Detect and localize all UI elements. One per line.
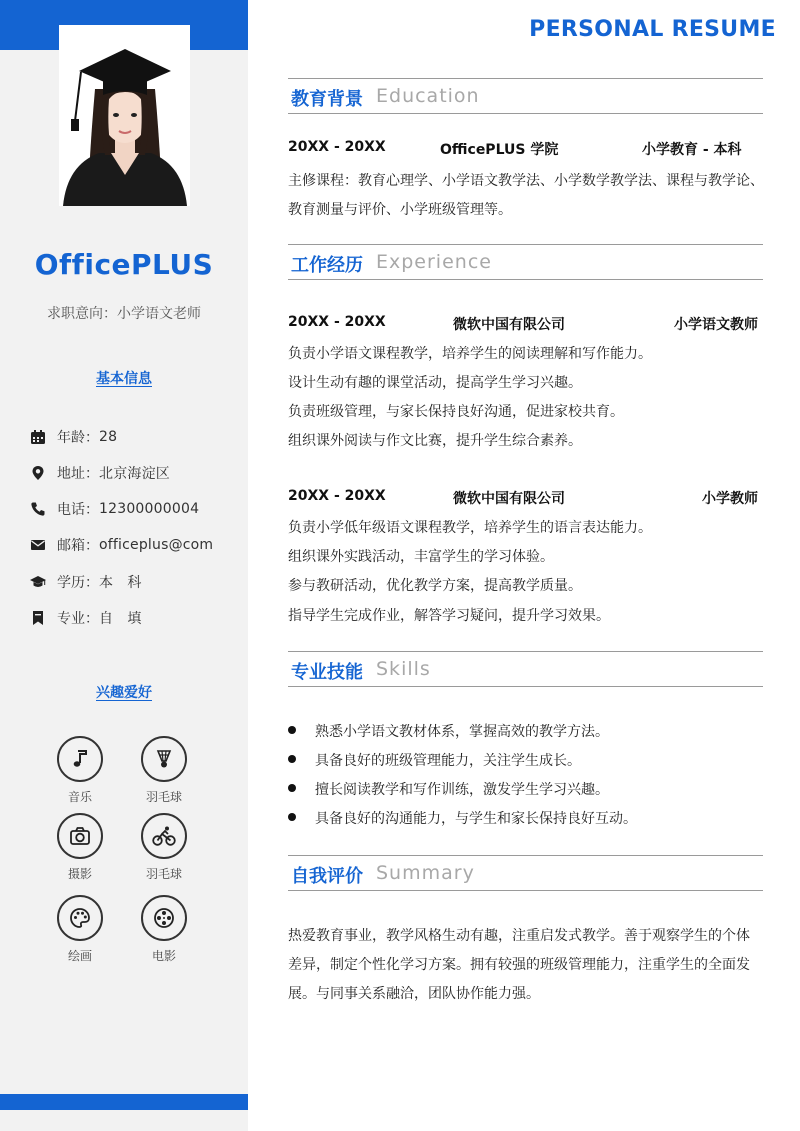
job-period: 20XX - 20XX: [288, 488, 386, 504]
summary-section-header: [288, 855, 763, 891]
job-duty: 设计生动有趣的课堂活动，提高学生学习兴趣。: [288, 375, 582, 391]
badminton-icon: [153, 748, 175, 770]
hobby-label: 电影: [151, 949, 176, 963]
skills-section-header: [288, 651, 763, 687]
bullet-icon: [288, 813, 296, 821]
info-value: 自 填: [99, 611, 142, 627]
info-label: 年龄：: [57, 430, 99, 446]
info-value: 本 科: [99, 575, 142, 591]
experience-section-header: [288, 244, 763, 280]
skill-text: 具备良好的沟通能力，与学生和家长保持良好互动。: [315, 811, 637, 827]
graduation-cap-icon: [30, 574, 46, 590]
info-label: 邮箱：: [57, 538, 99, 554]
camera-icon: [69, 825, 91, 847]
film-reel-icon: [153, 907, 175, 929]
hobby-label: 羽毛球: [145, 790, 182, 804]
job-entry: [288, 488, 758, 510]
job-role: 小学教师: [702, 491, 758, 507]
info-row-address: [30, 462, 240, 484]
profile-photo: [59, 25, 190, 206]
hobby-icon-circle: [57, 736, 103, 782]
education-period: 20XX - 20XX: [288, 139, 386, 155]
hobby-label: 羽毛球: [145, 867, 182, 881]
info-label: 学历：: [57, 575, 99, 591]
job-company: 微软中国有限公司: [453, 317, 565, 333]
hobbies-title: 兴趣爱好: [96, 685, 152, 701]
education-school: OfficePLUS 学院: [440, 142, 559, 158]
skill-text: 具备良好的班级管理能力，关注学生成长。: [315, 753, 581, 769]
job-duty: 指导学生完成作业，解答学习疑问，提升学习效果。: [288, 608, 610, 624]
skill-text: 熟悉小学语文教材体系，掌握高效的教学方法。: [315, 724, 609, 740]
hobby-label: 摄影: [67, 867, 92, 881]
hobby-label: 音乐: [67, 790, 92, 804]
bookmark-icon: [30, 610, 46, 626]
candidate-name: OfficePLUS: [34, 248, 214, 281]
hobby-icon-circle: [141, 736, 187, 782]
section-title-en: Summary: [376, 862, 475, 884]
education-entry: [288, 139, 758, 161]
section-title-cn: 教育背景: [291, 89, 363, 110]
hobby-photography: [45, 813, 115, 882]
job-intent: 求职意向：小学语文老师: [47, 306, 201, 322]
bullet-icon: [288, 726, 296, 734]
summary-line: 差异，制定个性化学习方案。拥有较强的班级管理能力，注重学生的全面发: [288, 957, 750, 973]
hobby-icon-circle: [57, 895, 103, 941]
hobby-icon-circle: [141, 895, 187, 941]
job-duty: 组织课外实践活动，丰富学生的学习体验。: [288, 549, 554, 565]
job-duty: 组织课外阅读与作文比赛，提升学生综合素养。: [288, 433, 582, 449]
music-note-icon: [69, 748, 91, 770]
info-value: officeplus@com: [99, 537, 214, 553]
bullet-icon: [288, 784, 296, 792]
section-title-cn: 自我评价: [291, 866, 363, 887]
info-row-education: [30, 571, 240, 593]
summary-line: 热爱教育事业，教学风格生动有趣，注重启发式教学。善于观察学生的个体: [288, 928, 750, 944]
section-title-en: Skills: [376, 658, 431, 680]
job-entry: [288, 314, 758, 336]
sidebar: [0, 0, 248, 1131]
location-icon: [30, 465, 46, 481]
calendar-icon: [30, 429, 46, 445]
phone-icon: [30, 501, 46, 517]
info-row-email: [30, 534, 240, 556]
job-company: 微软中国有限公司: [453, 491, 565, 507]
hobby-music: [45, 736, 115, 805]
info-row-major: [30, 607, 240, 629]
hobby-label: 绘画: [67, 949, 92, 963]
job-role: 小学语文教师: [674, 317, 758, 333]
bullet-icon: [288, 755, 296, 763]
profile-photo-illustration: [59, 25, 190, 206]
sidebar-bottom-accent-bar: [0, 1094, 248, 1110]
hobby-cycling: [129, 813, 199, 882]
info-label: 地址：: [57, 466, 99, 482]
cycling-icon: [152, 825, 176, 847]
education-degree: 小学教育 - 本科: [642, 142, 742, 158]
info-row-phone: [30, 498, 240, 520]
skill-text: 擅长阅读教学和写作训练，激发学生学习兴趣。: [315, 782, 609, 798]
hobby-badminton: [129, 736, 199, 805]
info-value: 28: [99, 429, 118, 445]
section-title-en: Experience: [376, 251, 492, 273]
job-duty: 参与教研活动，优化教学方案，提高教学质量。: [288, 578, 582, 594]
mail-icon: [30, 537, 46, 553]
info-label: 专业：: [57, 611, 99, 627]
section-title-en: Education: [376, 85, 480, 107]
info-value: 北京海淀区: [99, 466, 170, 482]
hobby-painting: [45, 895, 115, 964]
education-course-line: 教育测量与评价、小学班级管理等。: [288, 202, 512, 218]
hobby-icon-circle: [57, 813, 103, 859]
hobby-movies: [129, 895, 199, 964]
basic-info-title: 基本信息: [96, 371, 152, 387]
palette-icon: [69, 907, 91, 929]
job-duty: 负责小学低年级语文课程教学，培养学生的语言表达能力。: [288, 520, 652, 536]
job-duty: 负责班级管理，与家长保持良好沟通，促进家校共育。: [288, 404, 624, 420]
section-title-cn: 工作经历: [291, 255, 363, 276]
hobby-icon-circle: [141, 813, 187, 859]
job-period: 20XX - 20XX: [288, 314, 386, 330]
education-section-header: [288, 78, 763, 114]
resume-title: PERSONAL RESUME: [529, 17, 776, 42]
info-row-age: [30, 426, 240, 448]
summary-line: 展。与同事关系融洽，团队协作能力强。: [288, 986, 540, 1002]
info-label: 电话：: [57, 502, 99, 518]
section-title-cn: 专业技能: [291, 662, 363, 683]
education-course-line: 主修课程：教育心理学、小学语文教学法、小学数学教学法、课程与教学论、: [288, 173, 764, 189]
info-value: 12300000004: [99, 501, 200, 517]
job-duty: 负责小学语文课程教学，培养学生的阅读理解和写作能力。: [288, 346, 652, 362]
